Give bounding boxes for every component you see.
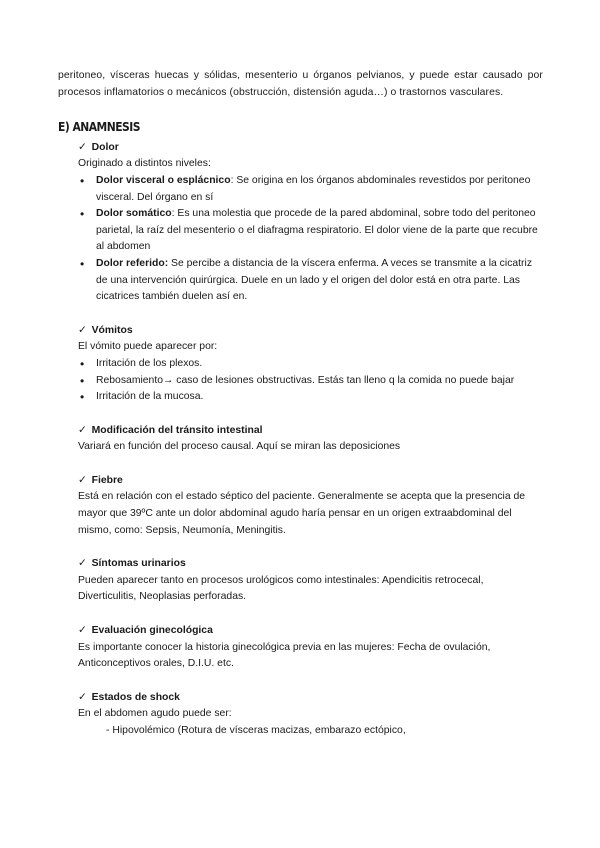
section-title: E) ANAMNESIS xyxy=(58,119,140,135)
ginecologica-text: Es importante conocer la historia ginecológica previa en las mujeres: Fecha de ovulación, Anticonceptivos orales, D.I.U. etc. xyxy=(78,641,491,670)
list-item: • Irritación de los plexos. xyxy=(78,356,543,373)
transito-text: Variará en función del proceso causal. Aquí se miran las deposiciones xyxy=(78,441,401,453)
intro-paragraph: peritoneo, vísceras huecas y sólidas, mesenterio u órganos pelvianos, y puede estar causado por procesos inflamatorios o mecánicos (obstrucción, distensión aguda…) o trastornos vasculares. xyxy=(58,70,543,98)
dolor-list xyxy=(78,173,543,306)
check-icon: ✓ xyxy=(78,625,87,637)
list-item: • Dolor visceral o esplácnico: Se origina en los órganos abdominales revestidos por peritoneo visceral. Del órgano en sí xyxy=(78,173,543,206)
list-item: - Hipovolémico (Rotura de vísceras macizas, embarazo ectópico, xyxy=(106,725,406,736)
dolor-section xyxy=(78,140,543,740)
check-icon: ✓ xyxy=(78,558,87,570)
subheading-fiebre: ✓ Fiebre xyxy=(78,474,123,486)
subheading-transito: ✓ Modificación del tránsito intestinal xyxy=(78,424,263,436)
urinarios-text: Pueden aparecer tanto en procesos urológicos como intestinales: Apendicitis retrocecal, Diverticulitis, Neoplasias perforadas. xyxy=(78,574,484,603)
shock-intro: En el abdomen agudo puede ser: xyxy=(78,708,232,720)
fiebre-text: Está en relación con el estado séptico del paciente. Generalmente se acepta que la presencia de mayor que 39ºC ante un dolor abdominal agudo haría pensar en un origen extraabdominal del mismo, como: Sepsis, Neumonía, Meningitis. xyxy=(78,491,526,536)
vomitos-list xyxy=(78,356,543,406)
subheading-shock: ✓ Estados de shock xyxy=(78,691,180,703)
list-item: • Dolor somático: Es una molestia que procede de la pared abdominal, sobre todo del peritoneo parietal, la raíz del mesenterio o el diafragma respiratorio. El dolor viene de la parte que recubre al abdomen xyxy=(78,206,543,256)
subheading-dolor: ✓ Dolor xyxy=(78,141,119,153)
dolor-intro: Originado a distintos niveles: xyxy=(78,158,211,170)
subheading-urinarios: ✓ Síntomas urinarios xyxy=(78,558,186,570)
subheading-ginecologica: ✓ Evaluación ginecológica xyxy=(78,625,213,637)
check-icon: ✓ xyxy=(78,691,87,703)
vomitos-intro: El vómito puede aparecer por: xyxy=(78,341,218,353)
check-icon: ✓ xyxy=(78,474,87,486)
document-page xyxy=(58,68,543,740)
check-icon: ✓ xyxy=(78,141,87,153)
check-icon: ✓ xyxy=(78,324,87,336)
list-item: • Irritación de la mucosa. xyxy=(78,389,543,406)
list-item: • Rebosamiento→ caso de lesiones obstructivas. Estás tan lleno q la comida no puede bajar xyxy=(78,373,543,390)
list-item: • Dolor referido: Se percibe a distancia de la víscera enferma. A veces se transmite a la cicatriz de una intervención quirúrgica. Duele en un lado y el origen del dolor está en otra parte. Las cicatrices también duelen así en. xyxy=(78,256,543,306)
check-icon: ✓ xyxy=(78,424,87,436)
subheading-vomitos: ✓ Vómitos xyxy=(78,324,133,336)
